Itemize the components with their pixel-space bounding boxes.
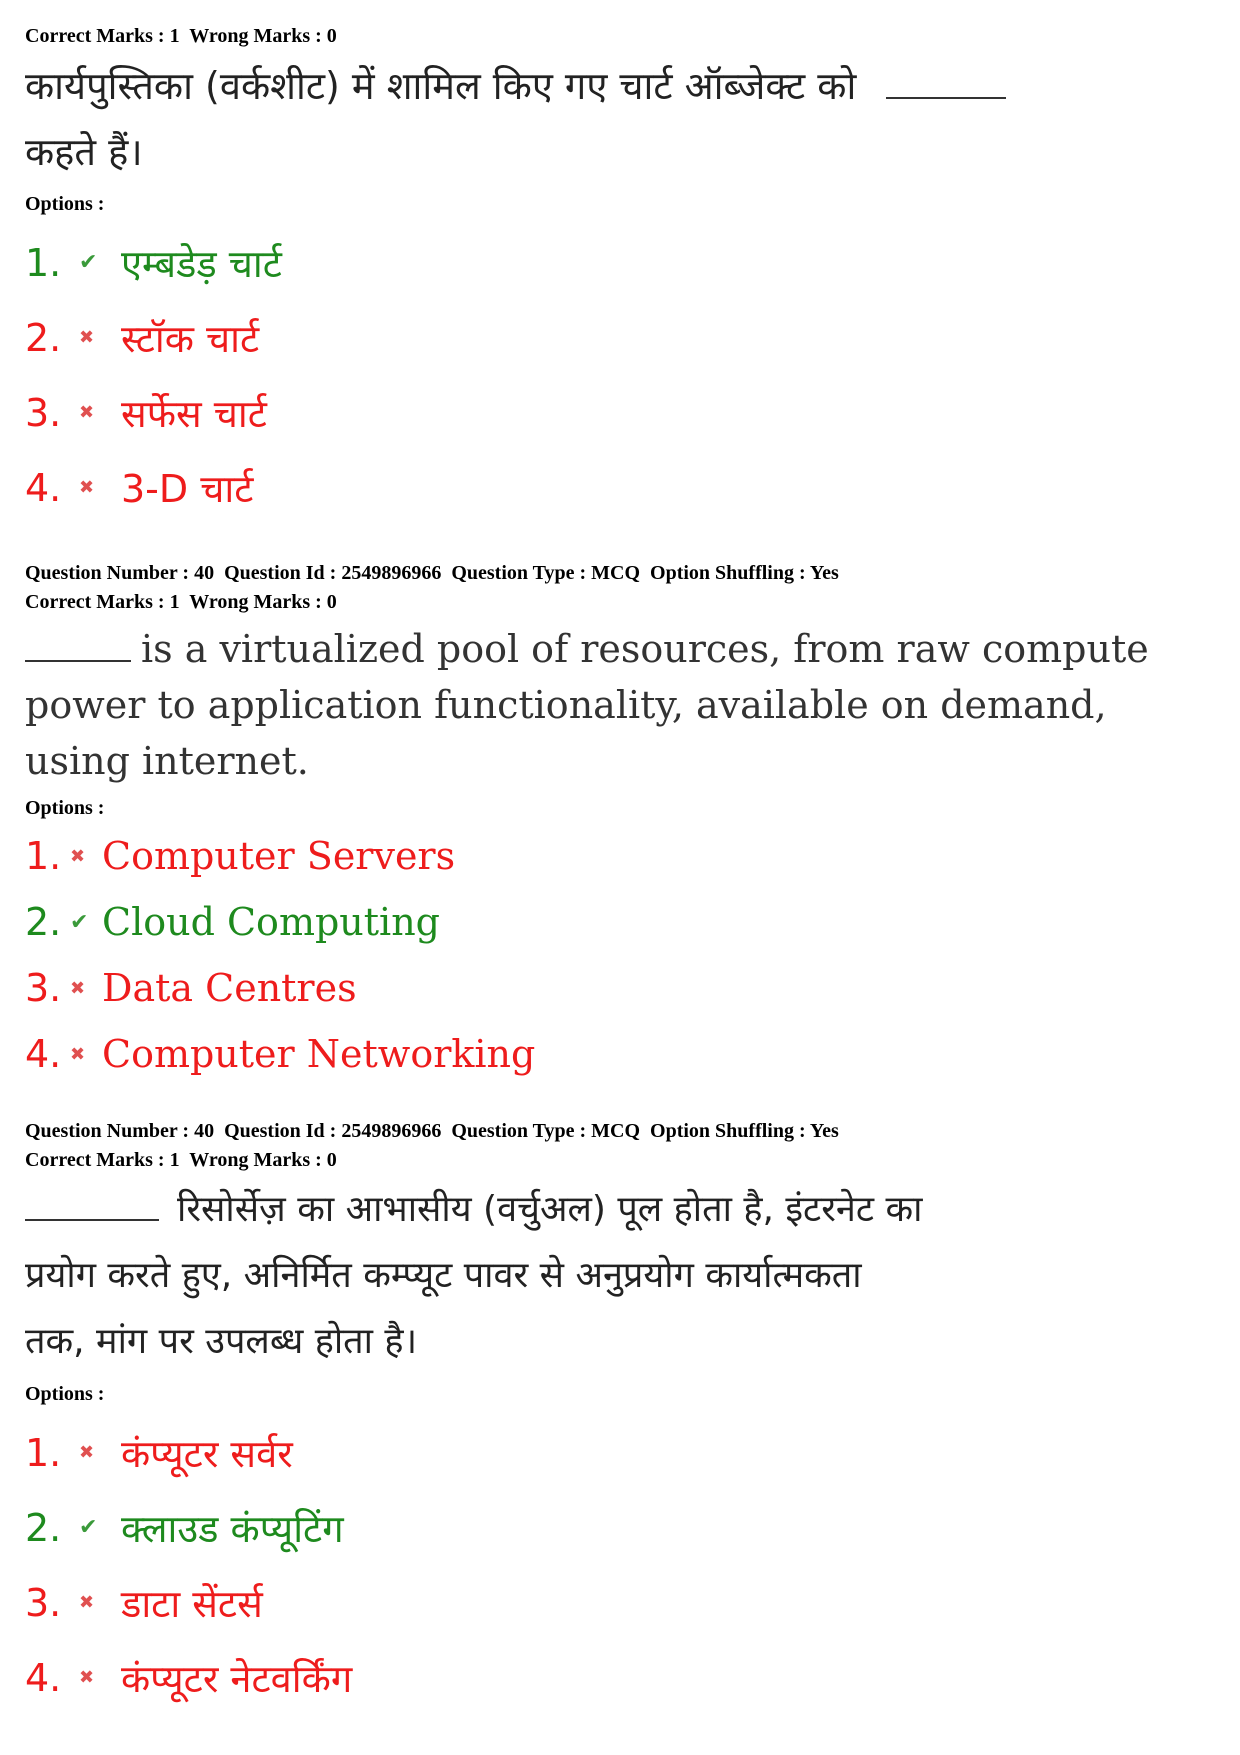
option-1[interactable] (25, 823, 1215, 889)
check-icon: ✔ (70, 909, 89, 935)
question-text-line3: using internet. (25, 739, 309, 783)
option-number: 3. (25, 966, 62, 1010)
cross-icon: ✖ (79, 1667, 95, 1688)
option-number: 3. (25, 1580, 62, 1625)
cross-icon: ✖ (70, 1043, 86, 1065)
question-text-line3: तक, मांग पर उपलब्ध होता है। (25, 1321, 418, 1362)
option-4[interactable] (25, 450, 1215, 525)
cross-icon: ✖ (79, 1592, 95, 1613)
answer-blank (25, 659, 131, 662)
option-number: 1. (25, 834, 62, 878)
cross-icon: ✖ (79, 402, 95, 423)
option-2[interactable] (25, 300, 1215, 375)
question-text-line2: प्रयोग करते हुए, अनिर्मित कम्प्यूट पावर से अनुप्रयोग कार्यात्मकता (25, 1255, 862, 1296)
question-text (25, 1177, 1215, 1375)
option-number: 1. (25, 1430, 62, 1475)
options-label: Options : (25, 797, 105, 819)
marks-info: Correct Marks : 1 Wrong Marks : 0 (25, 591, 337, 613)
marks-info: Correct Marks : 1 Wrong Marks : 0 (25, 1149, 337, 1171)
option-3[interactable] (25, 1565, 1215, 1640)
option-text: Computer Servers (102, 834, 456, 878)
option-text: Data Centres (102, 966, 357, 1010)
option-number: 2. (25, 1505, 62, 1550)
option-1[interactable] (25, 1415, 1215, 1490)
options-list (25, 823, 1215, 1087)
marks-info: Correct Marks : 1 Wrong Marks : 0 (25, 25, 337, 47)
option-text: कंप्यूटर नेटवर्किंग (121, 1656, 353, 1701)
option-4[interactable] (25, 1640, 1215, 1715)
option-number: 1. (25, 240, 62, 285)
question-text-line1: is a virtualized pool of resources, from raw compute (141, 627, 1149, 671)
option-number: 4. (25, 465, 62, 510)
option-text: डाटा सेंटर्स (121, 1581, 263, 1626)
option-text: Cloud Computing (102, 900, 440, 944)
question-block-3 (25, 1117, 1215, 1715)
option-2[interactable] (25, 1490, 1215, 1565)
option-text: 3-D चार्ट (121, 466, 254, 511)
question-block-1 (25, 22, 1215, 525)
question-block-2 (25, 559, 1215, 1087)
answer-blank (25, 1218, 159, 1221)
option-text: Computer Networking (102, 1032, 536, 1076)
cross-icon: ✖ (79, 477, 95, 498)
options-label: Options : (25, 193, 105, 215)
question-text-part1: कार्यपुस्तिका (वर्कशीट) में शामिल किए गए चार्ट ऑब्जेक्ट को (25, 64, 857, 108)
option-text: सर्फेस चार्ट (121, 391, 267, 436)
question-text (25, 53, 1215, 185)
option-number: 2. (25, 900, 62, 944)
question-text-part2: कहते हैं। (25, 130, 143, 174)
check-icon: ✔ (79, 250, 98, 275)
option-number: 2. (25, 315, 62, 360)
option-1[interactable] (25, 225, 1215, 300)
cross-icon: ✖ (79, 1442, 95, 1463)
options-list (25, 225, 1215, 525)
cross-icon: ✖ (70, 845, 86, 867)
option-2[interactable] (25, 889, 1215, 955)
question-text (25, 621, 1215, 789)
question-header: Question Number : 40 Question Id : 2549896966 Question Type : MCQ Option Shuffling : Yes (25, 1120, 839, 1142)
options-list (25, 1415, 1215, 1715)
question-text-line2: power to application functionality, available on demand, (25, 683, 1107, 727)
option-text: स्टॉक चार्ट (121, 316, 260, 361)
option-4[interactable] (25, 1021, 1215, 1087)
option-text: क्लाउड कंप्यूटिंग (121, 1506, 344, 1551)
option-3[interactable] (25, 375, 1215, 450)
option-text: एम्बडेड़ चार्ट (121, 241, 282, 286)
question-header: Question Number : 40 Question Id : 2549896966 Question Type : MCQ Option Shuffling : Yes (25, 562, 839, 584)
question-text-line1: रिसोर्सेज़ का आभासीय (वर्चुअल) पूल होता है, इंटरनेट का (177, 1189, 923, 1230)
option-number: 4. (25, 1032, 62, 1076)
answer-blank (886, 96, 1006, 99)
cross-icon: ✖ (70, 977, 86, 999)
check-icon: ✔ (79, 1515, 98, 1540)
cross-icon: ✖ (79, 327, 95, 348)
option-number: 3. (25, 390, 62, 435)
option-text: कंप्यूटर सर्वर (121, 1431, 293, 1476)
option-3[interactable] (25, 955, 1215, 1021)
options-label: Options : (25, 1383, 105, 1405)
option-number: 4. (25, 1655, 62, 1700)
